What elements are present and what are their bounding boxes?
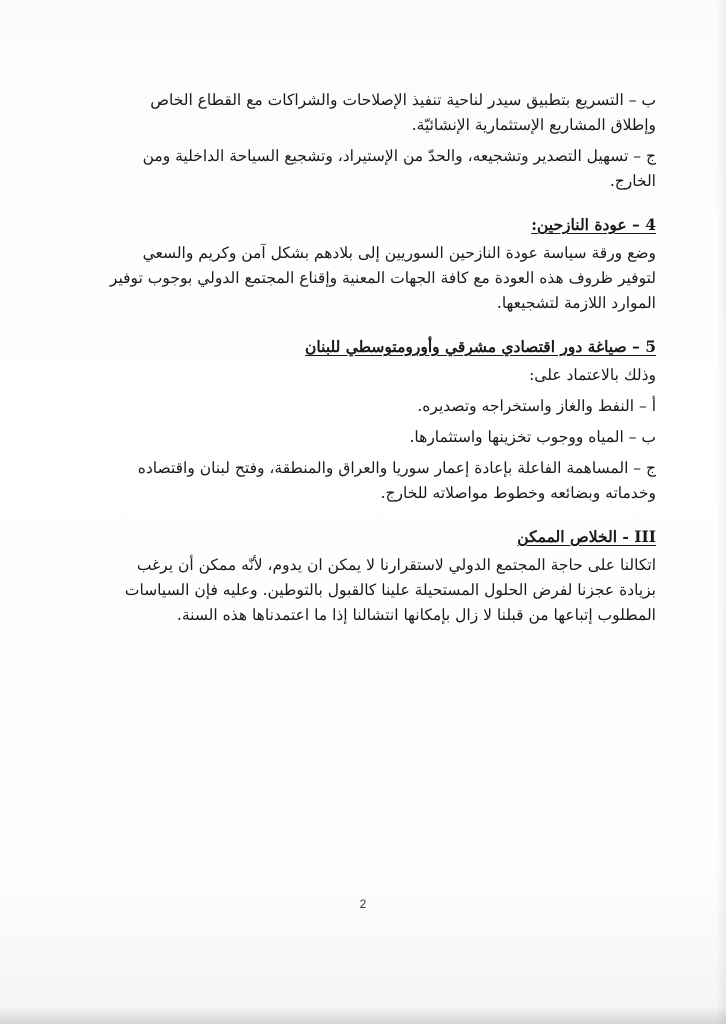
section-cedre-export (100, 88, 656, 194)
section-refugees-return (100, 212, 656, 316)
section-heading-economic-role: 5 – صياغة دور اقتصادي مشرقي وأورومتوسطي للبنان (305, 337, 656, 356)
item-oil-gas: أ – النفط والغاز واستخراجه وتصديره. (417, 397, 656, 415)
item-water: ب – المياه ووجوب تخزينها واستثمارها. (409, 428, 656, 446)
section-economic-role (100, 334, 656, 506)
paragraph-refugees: وضع ورقة سياسة عودة النازحين السوريين إلى بلادهم بشكل آمن وكريم والسعي لتوفير ظروف هذه العودة مع كافة الجهات المعنية وإقناع المجتمع الدولي بوجوب توفير الموارد اللازمة لتشجيعها. (109, 244, 656, 312)
item-reconstruction: ج – المساهمة الفاعلة بإعادة إعمار سوريا والعراق والمنطقة، وفتح لبنان واقتصاده وخدماته وبضائعه وخطوط مواصلاته للخارج. (137, 459, 656, 502)
section-heading-salvation: III - الخلاص الممكن (517, 527, 656, 546)
section-possible-salvation (100, 524, 656, 628)
section-heading-refugees: 4 – عودة النازحين: (531, 215, 656, 234)
paragraph-intro: وذلك بالاعتماد على: (529, 366, 656, 384)
page-bottom-shadow (0, 1006, 726, 1024)
page-number: 2 (359, 897, 367, 911)
page-edge-shadow (716, 0, 726, 1024)
paragraph-salvation: اتكالنا على حاجة المجتمع الدولي لاستقرارنا لا يمكن ان يدوم، لأنّه ممكن أن يرغب بزيادة عجزنا لفرض الحلول المستحيلة علينا كالقبول بالتوطين. وعليه فإن السياسات المطلوب إتباعها من قبلنا لا زال بإمكانها انتشالنا إذا ما اعتمدناها هذه السنة. (124, 556, 656, 624)
document-body (100, 88, 656, 646)
item-cedre: ب – التسريع بتطبيق سيدر لناحية تنفيذ الإصلاحات والشراكات مع القطاع الخاص وإطلاق المشاريع الإستثمارية الإنشائيّة. (150, 91, 656, 134)
item-export: ج – تسهيل التصدير وتشجيعه، والحدّ من الإستيراد، وتشجيع السياحة الداخلية ومن الخارج. (142, 147, 656, 190)
